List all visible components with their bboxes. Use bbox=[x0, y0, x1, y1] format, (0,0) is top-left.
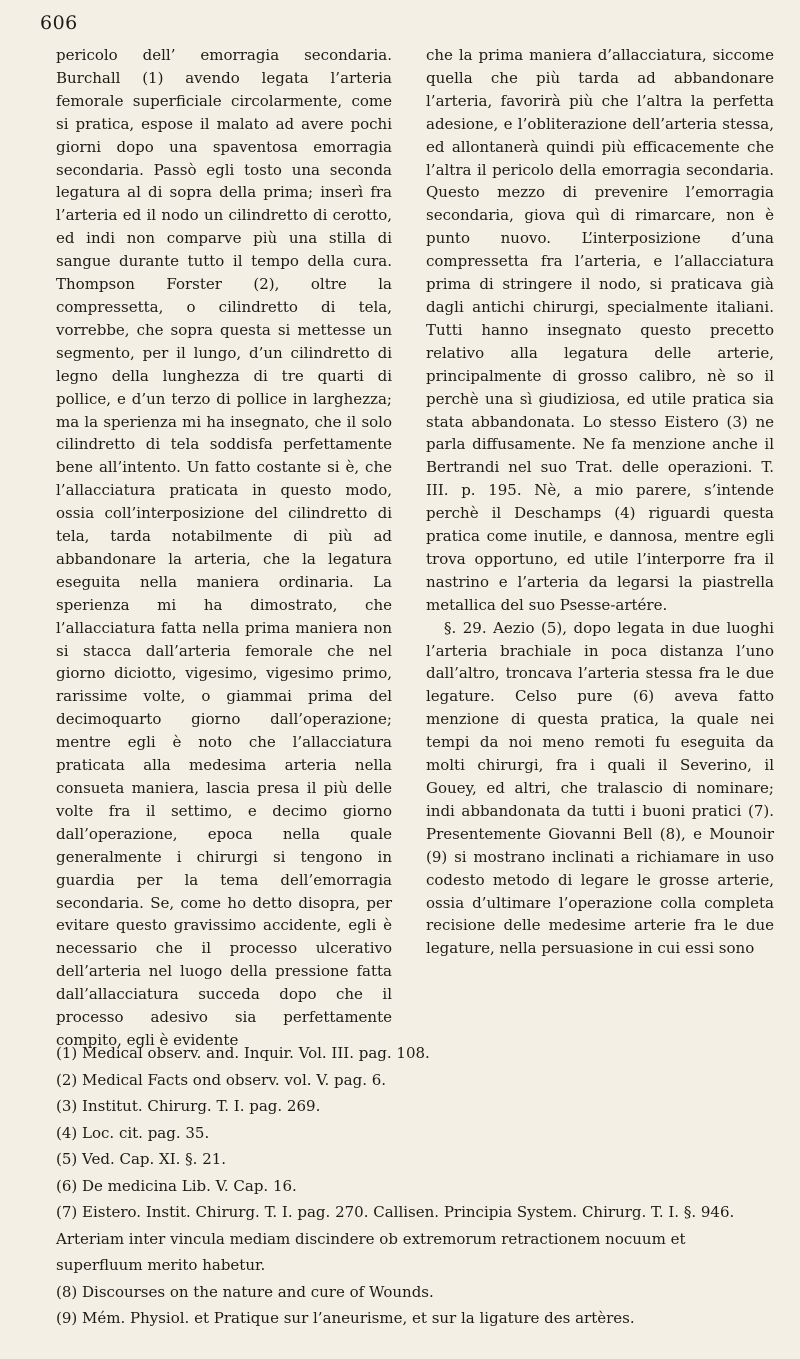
page-number: 606 bbox=[40, 12, 78, 34]
footnotes bbox=[56, 1040, 774, 1332]
footnote-9: (9) Mém. Physiol. et Pratique sur l’aneurisme, et sur la ligature des artères. bbox=[56, 1309, 635, 1327]
footnote-4: (4) Loc. cit. pag. 35. bbox=[56, 1123, 210, 1142]
left-paragraph: pericolo dell’ emorragia secondaria. Burchall (1) avendo legata l’arteria femorale superficiale circolarmente, come si pratica, espose il malato ad avere pochi giorni dopo una spaventosa emorragia secondaria. Passò egli tosto una seconda legatura al di sopra della prima; inserì fra l’arteria ed il nodo un cilindretto di cerotto, ed indi non comparve più una stilla di sangue durante tutto il tempo della cura. Thompson Forster (2), oltre la compressetta, o cilindretto di tela, vorrebbe, che sopra questa si mettesse un segmento, per il lungo, d’un cilindretto di legno della lunghezza di tre quarti di pollice, e d’un terzo di pollice in larghezza; ma la sperienza mi ha insegnato, che il solo cilindretto di tela soddisfa perfettamente bene all’intento. Un fatto costante si è, che l’allacciatura praticata in questo modo, ossia coll’interposizione del cilindretto di tela, tarda notabilmente di più ad abbandonare la arteria, che la legatura eseguita nella maniera ordinaria. La sperienza mi ha dimostrato, che l’allacciatura fatta nella prima maniera non si stacca dall’arteria femorale che nel giorno diciotto, vigesimo, vigesimo primo, rarissime volte, o giammai prima del decimoquarto giorno dall’operazione; mentre egli è noto che l’allacciatura praticata alla medesima arteria nella consueta maniera, lascia presa il più delle volte fra il settimo, e decimo giorno dall’operazione, epoca nella quale generalmente i chirurgi si tengono in guardia per la tema dell’emorragia secondaria. Se, come ho detto disopra, per evitare questo gravissimo accidente, egli è necessario che il processo ulcerativo dell’arteria nel luogo della pressione fatta dall’allacciatura succeda dopo che il processo adesivo sia perfettamente compito, egli è evidente bbox=[56, 46, 392, 1049]
right-paragraph-2: §. 29. Aezio (5), dopo legata in due luoghi l’arteria brachiale in poca distanza l’uno dall’altro, troncava l’arteria stessa fra le due legature. Celso pure (6) aveva fatto menzione di questa pratica, la quale nei tempi da noi meno remoti fu eseguita da molti chirurgi, fra i quali il Severino, il Gouey, ed altri, che tralascio di nominare; indi abbandonata da tutti i buoni pratici (7). Presentemente Giovanni Bell (8), e Mounoir (9) si mostrano inclinati a richiamare in uso codesto metodo di legare le grosse arterie, ossia d’ultimare l’operazione colla completa recisione delle medesime arterie fra le due legature, nella persuasione in cui essi sono bbox=[426, 618, 774, 958]
footnote-3: (3) Institut. Chirurg. T. I. pag. 269. bbox=[56, 1097, 321, 1115]
right-paragraph-1: che la prima maniera d’allacciatura, siccome quella che più tarda ad abbandonare l’arteria, favorirà più che l’altra la perfetta adesione, e l’obliterazione dell’arteria stessa, ed allontanerà quindi più efficacemente che l’altra il pericolo della emorragia secondaria. Questo mezzo di prevenire l’emorragia secondaria, giova quì di rimarcare, non è punto nuovo. L’interposizione d’una compressetta fra l’arteria, e l’allacciatura prima di stringere il nodo, si praticava già dagli antichi chirurgi, specialmente italiani. Tutti hanno insegnato questo precetto relativo alla legatura delle arterie, principalmente di grosso calibro, nè so il perchè una sì giudiziosa, ed utile pratica sia stata abbandonata. Lo stesso Eistero (3) ne parla diffusamente. Ne fa menzione anche il Bertrandi nel suo Trat. delle operazioni. T. III. p. 195. Nè, a mio parere, s’intende perchè il Deschamps (4) riguardi questa pratica come inutile, e dannosa, mentre egli trova opportuno, ed utile l’interporre fra il nastrino e l’arteria da legarsi la piastrella metallica del suo Psesse-artére. bbox=[426, 46, 774, 614]
footnote-7: (7) Eistero. Instit. Chirurg. T. I. pag. 270. Callisen. Principia System. Chirurg. T. I. §. 946. Arteriam inter vincula mediam discindere ob extremorum retractionem nocuum et superfluum merito habetur. bbox=[56, 1203, 735, 1274]
footnote-1: (1) Medical observ. and. Inquir. Vol. III. pag. 108. bbox=[56, 1044, 430, 1062]
footnote-5: (5) Ved. Cap. XI. §. 21. bbox=[56, 1150, 227, 1168]
footnote-2: (2) Medical Facts ond observ. vol. V. pag. 6. bbox=[56, 1070, 387, 1089]
footnote-6: (6) De medicina Lib. V. Cap. 16. bbox=[56, 1176, 297, 1195]
footnote-8: (8) Discourses on the nature and cure of Wounds. bbox=[56, 1282, 434, 1301]
right-column bbox=[426, 44, 774, 960]
left-column bbox=[56, 44, 392, 1052]
